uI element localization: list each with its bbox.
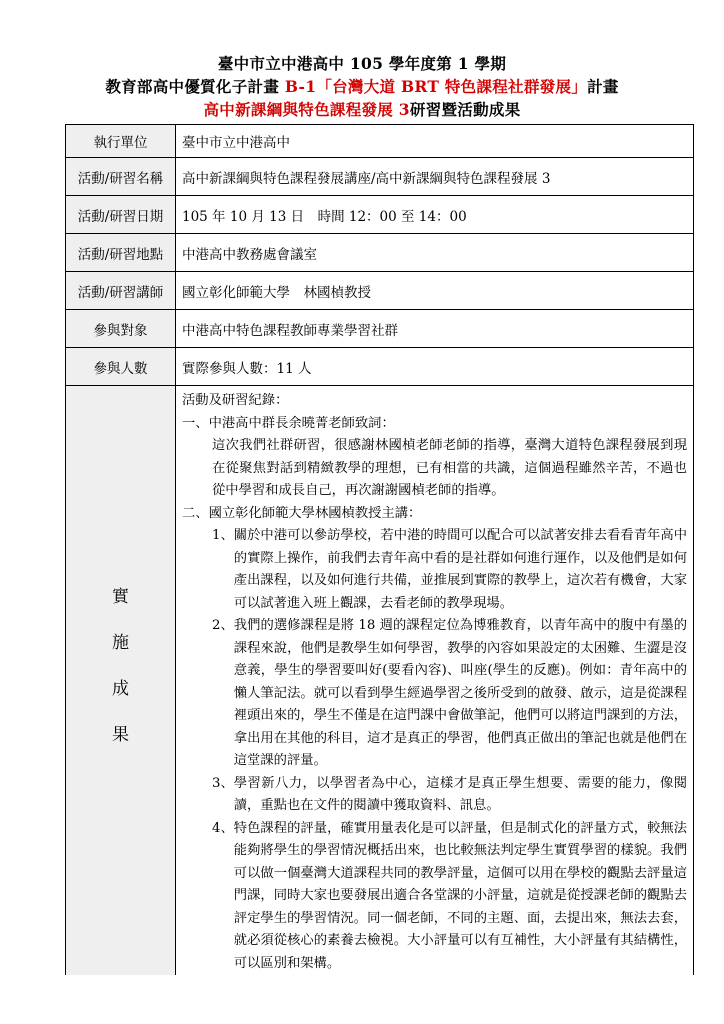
list-item xyxy=(182,615,687,773)
list-item-text: 我們的選修課程是將 18 週的課程定位為博雅教育，以青年高中的腹中有墨的課程來說，他們是教學生如何學習，教學的內容如果設定的太困難、生澀是沒意義，學生的學習要叫好(要看內容)、叫座(學生的反應)。例如：青年高中的懶人筆記法。就可以看到學生經過學習之後所受到的啟發、啟示，這是從課程裡頭出來的，學生不僅是在這門課中會做筆記，他們可以將這門課到的方法，拿出用在其他的科目，這才是真正的學習，他們真正做出的筆記也就是他們在這堂課的評量。 xyxy=(233,618,687,768)
results-label-char-3: 成 xyxy=(112,678,129,699)
value-place: 中港高中教務處會議室 xyxy=(176,234,694,272)
list-item-number: 4、 xyxy=(212,820,234,836)
row-audience xyxy=(66,310,694,348)
list-item-number: 2、 xyxy=(212,618,234,633)
row-unit xyxy=(66,125,694,158)
list-item xyxy=(182,525,687,615)
row-place xyxy=(66,234,694,272)
row-name xyxy=(66,158,694,196)
section-2-list xyxy=(182,525,687,975)
header-line-2-post: 計畫 xyxy=(587,77,619,96)
row-results xyxy=(66,386,694,976)
section-1-title: 一、中港高中群長余曉菁老師致詞： xyxy=(182,415,395,431)
value-unit: 臺中市立中港高中 xyxy=(176,125,694,158)
label-lecturer: 活動/研習講師 xyxy=(66,272,176,310)
row-lecturer xyxy=(66,272,694,310)
results-label-char-4: 果 xyxy=(112,724,129,745)
label-place: 活動/研習地點 xyxy=(66,234,176,272)
document-header xyxy=(0,52,724,121)
list-item xyxy=(182,818,687,976)
value-audience: 中港高中特色課程教師專業學習社群 xyxy=(176,310,694,348)
list-item-number: 3、 xyxy=(212,775,234,791)
list-item-text: 特色課程的評量，確實用量表化是可以評量，但是制式化的評量方式，較無法能夠將學生的學習情況概括出來，也比較無法判定學生實質學習的樣貌。我們可以做一個臺灣大道課程共同的教學評量，這個可以用在學校的觀點去評量這門課，同時大家也要發展出適合各堂課的小評量，這就是從授課老師的觀點去評定學生的學習情況。同一個老師，不同的主題、面，去提出來，無法去套，就必須從核心的素養去檢視。大小評量可以有互補性，大小評量有其結構性，可以區別和架構。 xyxy=(233,820,687,971)
list-item-text: 學習新八力，以學習者為中心，這樣才是真正學生想要、需要的能力，像閱讀，重點也在文件的閱讀中獲取資料、訊息。 xyxy=(233,775,687,813)
list-item-number: 1、 xyxy=(212,528,234,543)
value-lecturer: 國立彰化師範大學 林國楨教授 xyxy=(176,272,694,310)
label-results xyxy=(66,386,176,976)
header-line-1: 臺中市立中港高中 105 學年度第 1 學期 xyxy=(217,54,507,73)
section-2-title: 二、國立彰化師範大學林國楨教授主講： xyxy=(182,505,422,521)
header-line-3-title: 高中新課綱與特色課程發展 3 xyxy=(203,100,410,119)
value-count: 實際參與人數：11 人 xyxy=(176,348,694,386)
header-line-3-post: 研習暨活動成果 xyxy=(409,100,521,119)
section-1-body: 這次我們社群研習，很感謝林國楨老師老師的指導，臺灣大道特色課程發展到現在從聚焦對話到精緻教學的理想，已有相當的共識，這個過程雖然辛苦，不過也從中學習和成長自己，再次謝謝國楨老師的指導。 xyxy=(212,438,687,498)
header-line-2-pre: 教育部高中優質化子計畫 xyxy=(105,77,285,96)
label-audience: 參與對象 xyxy=(66,310,176,348)
list-item-text: 關於中港可以參訪學校，若中港的時間可以配合可以試著安排去看看青年高中的實際上操作，前我們去青年高中看的是社群如何進行運作，以及他們是如何產出課程，以及如何進行共備，並推展到實際的教學上，這次若有機會，大家可以試著進入班上觀課，去看老師的教學現場。 xyxy=(233,528,687,611)
results-vertical-label xyxy=(70,581,171,751)
results-label-char-1: 實 xyxy=(112,586,129,607)
header-line-2-project: B-1「台灣大道 BRT 特色課程社群發展」 xyxy=(284,77,588,96)
results-content xyxy=(182,386,687,975)
label-name: 活動/研習名稱 xyxy=(66,158,176,196)
row-count xyxy=(66,348,694,386)
results-label-char-2: 施 xyxy=(112,632,129,653)
value-date: 105 年 10 月 13 日 時間 12：00 至 14：00 xyxy=(176,196,694,234)
header-line-3 xyxy=(0,98,724,121)
row-date xyxy=(66,196,694,234)
value-name: 高中新課綱與特色課程發展講座/高中新課綱與特色課程發展 3 xyxy=(176,158,694,196)
value-results xyxy=(176,386,694,976)
label-count: 參與人數 xyxy=(66,348,176,386)
list-item xyxy=(182,773,687,818)
report-table xyxy=(65,124,694,975)
header-line-2 xyxy=(0,75,724,98)
label-unit: 執行單位 xyxy=(66,125,176,158)
results-title: 活動及研習紀錄： xyxy=(182,393,289,408)
label-date: 活動/研習日期 xyxy=(66,196,176,234)
